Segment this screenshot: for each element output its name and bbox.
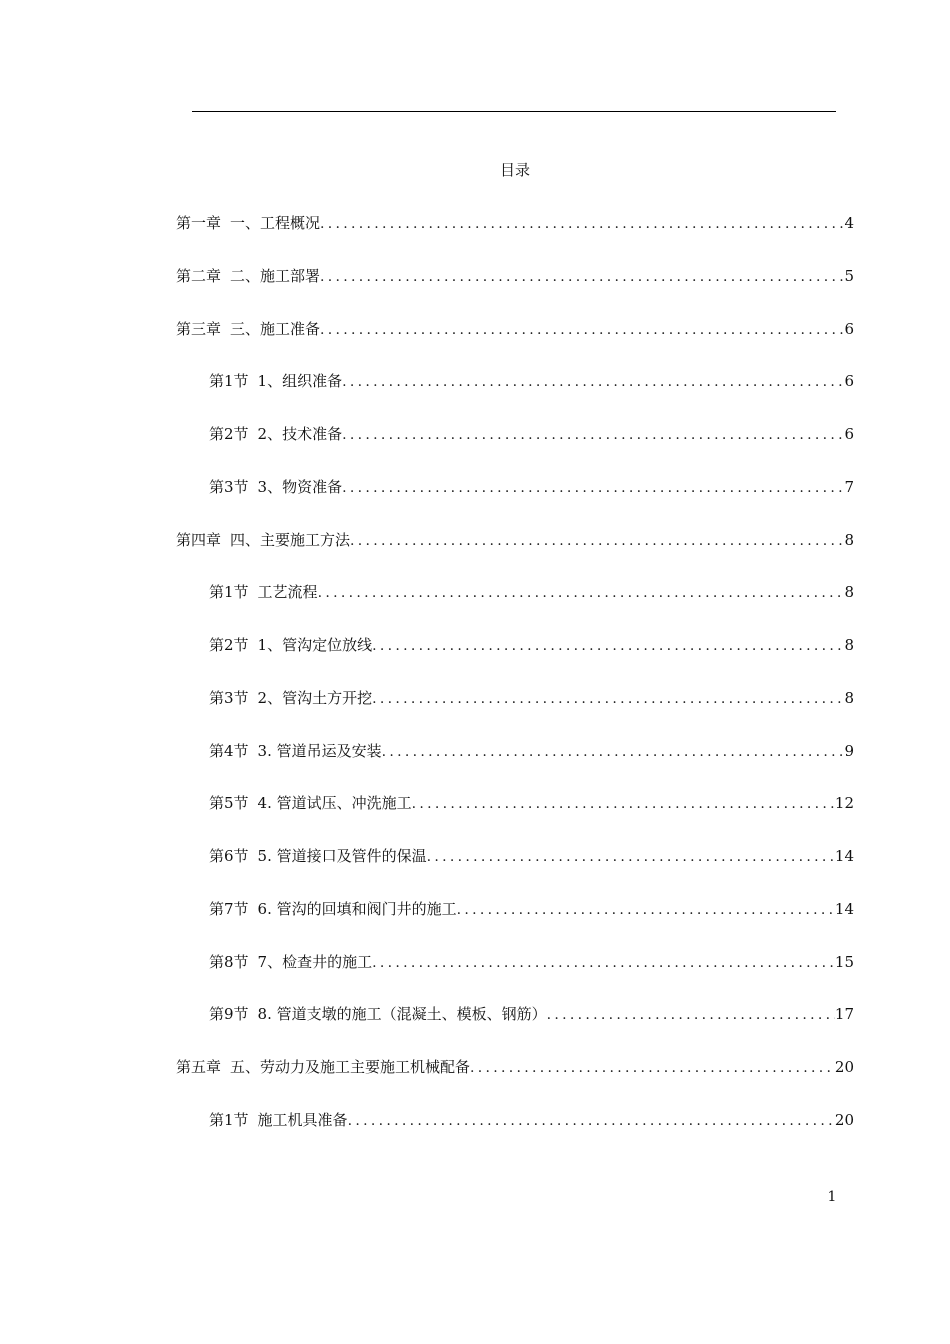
toc-chapter-entry[interactable] (176, 318, 854, 371)
toc-entry-label (209, 687, 372, 709)
toc-section-entry[interactable] (176, 687, 854, 740)
toc-entry-number: 第2节 (209, 636, 249, 654)
toc-entry-page: 8 (844, 688, 854, 707)
toc-dot-leader (427, 846, 835, 868)
table-of-contents (176, 212, 854, 1162)
toc-entry-page: 14 (834, 847, 854, 865)
toc-dot-leader (470, 1057, 835, 1079)
toc-entry-text: 2、管沟土方开挖 (257, 688, 373, 707)
toc-entry-number: 第二章 (176, 266, 222, 285)
header-rule (192, 111, 836, 112)
toc-dot-leader (348, 1110, 835, 1132)
toc-entry-label (209, 634, 372, 656)
toc-dot-leader (412, 793, 835, 815)
toc-entry-number: 第1节 (209, 372, 249, 391)
toc-section-entry[interactable] (176, 898, 854, 951)
toc-chapter-entry[interactable] (176, 1056, 854, 1109)
toc-dot-leader (320, 319, 844, 341)
toc-entry-label (209, 1109, 348, 1131)
toc-entry-page: 20 (834, 1058, 854, 1076)
toc-entry-text: 3. 管道吊运及安装 (257, 741, 382, 760)
toc-entry-number: 第四章 (176, 530, 222, 549)
toc-entry-text: 五、劳动力及施工主要施工机械配备 (230, 1058, 471, 1076)
toc-entry-label (209, 370, 342, 392)
toc-entry-page: 4 (844, 214, 854, 232)
toc-entry-page: 6 (844, 425, 854, 443)
toc-entry-page: 8 (844, 636, 854, 654)
toc-dot-leader (350, 530, 844, 552)
toc-entry-page: 14 (834, 899, 854, 918)
toc-chapter-entry[interactable] (176, 265, 854, 318)
toc-entry-text: 工艺流程 (257, 583, 318, 602)
toc-entry-number: 第三章 (176, 319, 222, 338)
toc-section-entry[interactable] (176, 740, 854, 793)
toc-section-entry[interactable] (176, 1109, 854, 1162)
toc-entry-number: 第1节 (209, 1110, 249, 1129)
toc-entry-label (209, 423, 342, 445)
toc-entry-page: 15 (834, 952, 854, 971)
toc-entry-text: 2、技术准备 (257, 425, 343, 443)
toc-entry-label (176, 529, 350, 551)
toc-entry-label (176, 265, 320, 287)
toc-entry-label (209, 581, 318, 603)
toc-entry-page: 9 (844, 741, 854, 760)
toc-entry-label (209, 740, 382, 762)
toc-section-entry[interactable] (176, 951, 854, 1004)
toc-entry-page: 12 (834, 794, 854, 813)
toc-entry-page: 7 (844, 477, 854, 496)
toc-entry-number: 第9节 (209, 1005, 249, 1024)
toc-dot-leader (318, 582, 845, 604)
toc-entry-page: 6 (844, 372, 854, 391)
toc-chapter-entry[interactable] (176, 212, 854, 265)
toc-section-entry[interactable] (176, 476, 854, 529)
toc-dot-leader (320, 266, 844, 288)
toc-entry-text: 1、管沟定位放线 (257, 636, 373, 654)
toc-entry-text: 三、施工准备 (230, 319, 321, 338)
toc-entry-label (209, 476, 342, 498)
toc-entry-number: 第8节 (209, 952, 249, 971)
toc-entry-page: 8 (844, 530, 854, 549)
toc-dot-leader (457, 899, 835, 921)
toc-entry-text: 3、物资准备 (257, 477, 343, 496)
toc-entry-label (209, 845, 427, 867)
toc-entry-number: 第6节 (209, 847, 249, 865)
toc-entry-label (209, 792, 412, 814)
toc-dot-leader (342, 424, 844, 446)
page-number: 1 (827, 1189, 837, 1205)
toc-dot-leader (342, 371, 844, 393)
toc-entry-label (209, 1003, 547, 1025)
toc-entry-text: 5. 管道接口及管件的保温 (257, 847, 427, 865)
toc-section-entry[interactable] (176, 634, 854, 687)
toc-entry-text: 一、工程概况 (230, 214, 321, 232)
toc-entry-number: 第2节 (209, 425, 249, 443)
toc-section-entry[interactable] (176, 581, 854, 634)
toc-entry-number: 第3节 (209, 688, 249, 707)
toc-dot-leader (372, 688, 844, 710)
toc-entry-page: 20 (834, 1110, 854, 1129)
toc-entry-label (176, 1056, 470, 1078)
toc-section-entry[interactable] (176, 370, 854, 423)
toc-entry-number: 第3节 (209, 477, 249, 496)
toc-section-entry[interactable] (176, 845, 854, 898)
toc-entry-number: 第5节 (209, 794, 249, 813)
toc-dot-leader (372, 952, 835, 974)
toc-dot-leader (372, 635, 844, 657)
toc-section-entry[interactable] (176, 423, 854, 476)
toc-entry-label (209, 951, 372, 973)
toc-entry-label (176, 318, 320, 340)
toc-entry-label (176, 212, 320, 234)
toc-entry-page: 17 (834, 1005, 854, 1024)
toc-entry-page: 5 (844, 266, 854, 285)
toc-dot-leader (547, 1004, 835, 1026)
toc-entry-page: 8 (844, 583, 854, 602)
toc-entry-number: 第五章 (176, 1058, 222, 1076)
toc-entry-text: 二、施工部署 (230, 266, 321, 285)
toc-title: 目录 (499, 161, 530, 179)
toc-entry-text: 施工机具准备 (257, 1110, 348, 1129)
toc-section-entry[interactable] (176, 792, 854, 845)
toc-entry-number: 第7节 (209, 899, 249, 918)
toc-entry-text: 1、组织准备 (257, 372, 343, 391)
toc-entry-text: 4. 管道试压、冲洗施工 (257, 794, 412, 813)
toc-entry-text: 8. 管道支墩的施工（混凝土、模板、钢筋） (257, 1005, 547, 1024)
toc-dot-leader (382, 741, 845, 763)
toc-entry-number: 第一章 (176, 214, 222, 232)
toc-entry-text: 四、主要施工方法 (230, 530, 351, 549)
toc-dot-leader (342, 477, 844, 499)
toc-entry-text: 6. 管沟的回填和阀门井的施工 (257, 899, 457, 918)
toc-entry-number: 第1节 (209, 583, 249, 602)
toc-section-entry[interactable] (176, 1003, 854, 1056)
toc-entry-page: 6 (844, 319, 854, 338)
toc-entry-text: 7、检查井的施工 (257, 952, 373, 971)
toc-dot-leader (320, 213, 844, 235)
toc-chapter-entry[interactable] (176, 529, 854, 582)
toc-entry-number: 第4节 (209, 741, 249, 760)
toc-entry-label (209, 898, 457, 920)
